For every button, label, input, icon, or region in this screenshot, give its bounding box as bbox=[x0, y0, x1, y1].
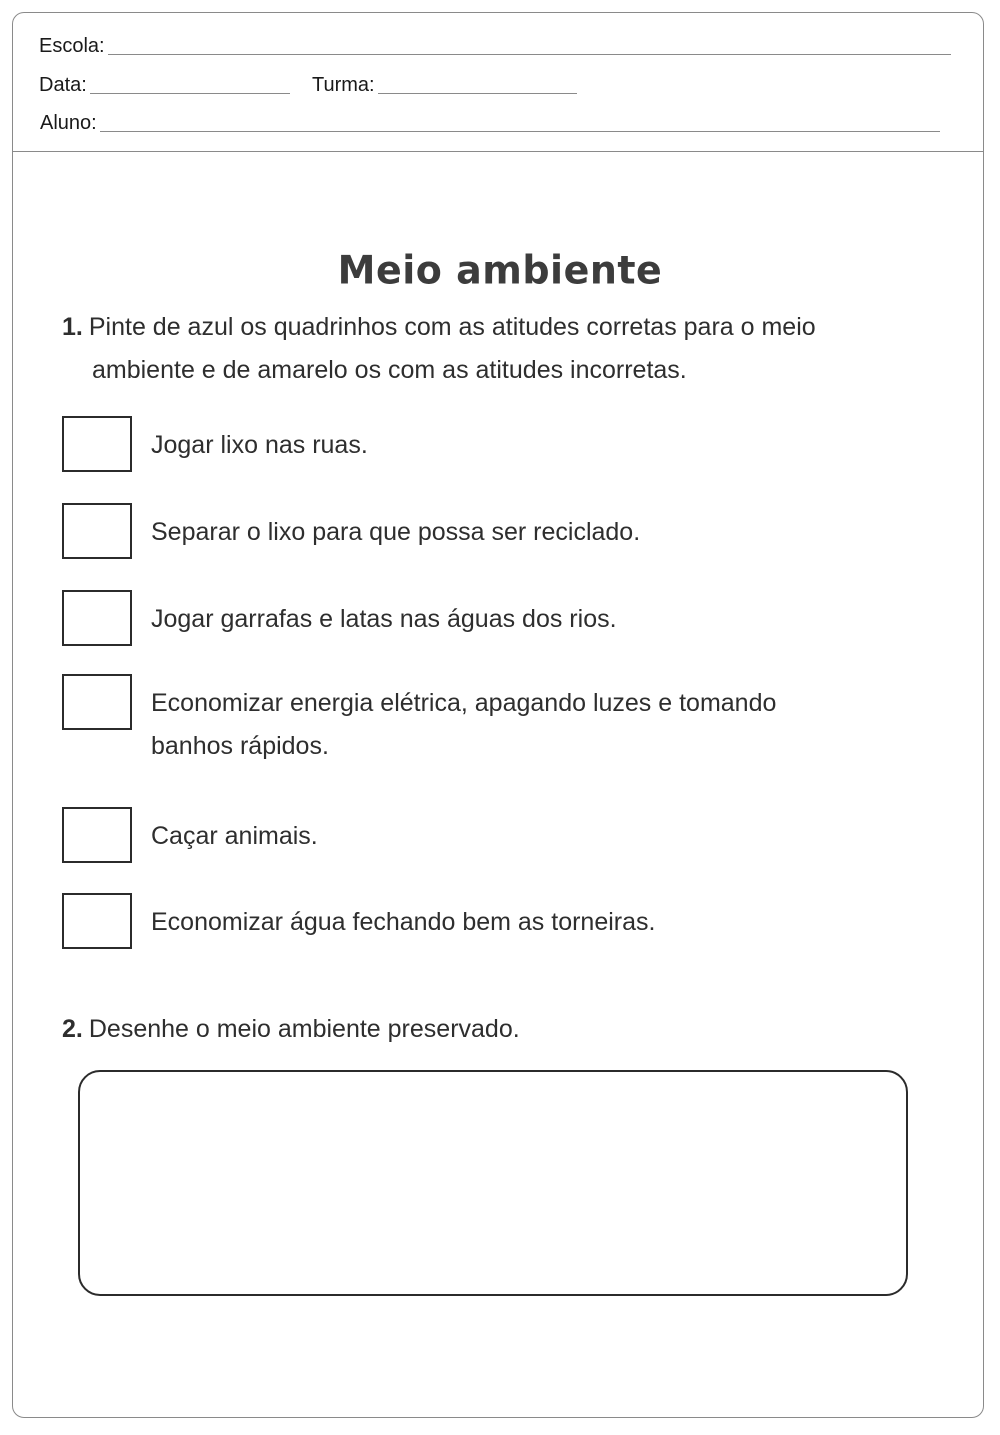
data-label: Data: bbox=[39, 74, 87, 96]
question-1-number: 1. bbox=[62, 313, 83, 341]
question-1 bbox=[62, 306, 922, 392]
question-2 bbox=[62, 1008, 922, 1051]
turma-label: Turma: bbox=[312, 74, 375, 96]
answer-checkbox[interactable] bbox=[62, 503, 132, 559]
aluno-field bbox=[40, 112, 940, 135]
turma-line[interactable] bbox=[378, 92, 577, 94]
data-line[interactable] bbox=[90, 92, 290, 94]
question-1-text-line2: ambiente e de amarelo os com as atitudes incorretas. bbox=[92, 356, 687, 384]
escola-line[interactable] bbox=[108, 53, 951, 55]
aluno-line[interactable] bbox=[100, 130, 940, 132]
turma-field bbox=[312, 74, 577, 97]
item-text: Economizar energia elétrica, apagando luzes e tomando banhos rápidos. bbox=[151, 689, 777, 760]
item-text: Caçar animais. bbox=[151, 822, 318, 850]
page-title: Meio ambiente bbox=[337, 247, 663, 293]
aluno-label: Aluno: bbox=[40, 112, 97, 134]
data-field bbox=[39, 74, 290, 97]
question-2-text: Desenhe o meio ambiente preservado. bbox=[88, 1015, 520, 1043]
item-text: Economizar água fechando bem as torneiras. bbox=[151, 908, 656, 936]
escola-field bbox=[39, 35, 951, 58]
answer-checkbox[interactable] bbox=[62, 807, 132, 863]
drawing-area[interactable] bbox=[78, 1070, 908, 1296]
answer-checkbox[interactable] bbox=[62, 674, 132, 730]
answer-checkbox[interactable] bbox=[62, 893, 132, 949]
escola-label: Escola: bbox=[39, 35, 105, 57]
item-text: Jogar lixo nas ruas. bbox=[151, 431, 368, 459]
item-text: Jogar garrafas e latas nas águas dos rios. bbox=[151, 605, 617, 633]
header-section bbox=[13, 13, 983, 152]
answer-checkbox[interactable] bbox=[62, 416, 132, 472]
question-2-number: 2. bbox=[62, 1015, 83, 1043]
item-text: Separar o lixo para que possa ser reciclado. bbox=[151, 518, 641, 546]
answer-checkbox[interactable] bbox=[62, 590, 132, 646]
question-1-text-line1: Pinte de azul os quadrinhos com as atitudes corretas para o meio bbox=[88, 313, 816, 341]
